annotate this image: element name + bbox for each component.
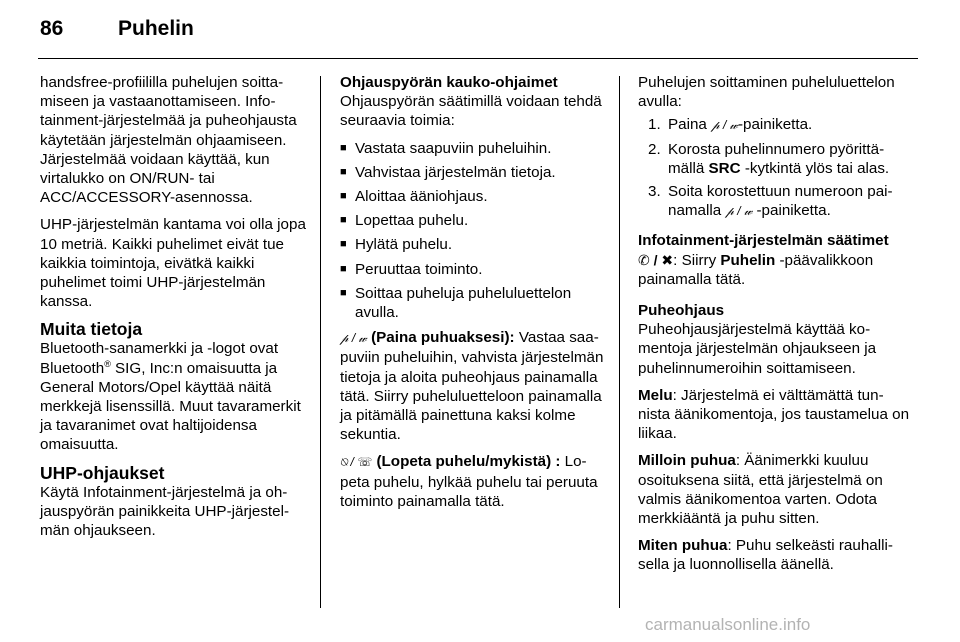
paragraph-steering-intro: Ohjauspyörän säätimillä voidaan tehdä seuraavia toimia: bbox=[340, 93, 602, 130]
list-item: ■ Lopettaa puhelu. bbox=[340, 211, 608, 230]
list-item: ■ Soittaa puheluja puheluluettelon avulla. bbox=[340, 284, 608, 322]
heading-uhp-ohjaukset: UHP-ohjaukset bbox=[40, 462, 165, 483]
list-item: ■ Vahvistaa järjestelmän tietoja. bbox=[340, 163, 608, 182]
paragraph-end-call: ⍉ / ☏ (Lopeta puhelu/mykistä) : Lopeta puhelu, hylkää puhelu tai peruuta toiminto painamalla tätä. bbox=[340, 453, 598, 510]
column-2 bbox=[340, 73, 608, 519]
paragraph-miten-puhua: Miten puhua: Puhu selkeästi rauhallisella ja luonnollisella äänellä. bbox=[638, 537, 893, 574]
heading-muita-tietoja: Muita tietoja bbox=[40, 319, 143, 340]
column-3 bbox=[638, 73, 910, 583]
push-to-talk-icon: 𝓅 / 𝓌 bbox=[725, 204, 753, 219]
list-item: ■ Peruuttaa toiminto. bbox=[340, 260, 608, 279]
page-header bbox=[0, 0, 960, 58]
paragraph-uhp-controls: Käytä Infotainment-järjestelmä ja ohjauspyörän painikkeita UHP-järjestelmän ohjaukseen. bbox=[40, 483, 290, 540]
paragraph-phone-button: ✆ / ✖: Siirry Puhelin -päävalikkoon painamalla tätä. bbox=[638, 251, 874, 288]
list-item: ■ Vastata saapuviin puheluihin. bbox=[340, 139, 608, 158]
numbered-steps bbox=[638, 115, 910, 221]
column-divider-2 bbox=[619, 76, 620, 608]
page-title: Puhelin bbox=[118, 17, 194, 40]
paragraph-bluetooth: Bluetooth-sanamerkki ja -logot ovat Bluetooth® SIG, Inc:n omaisuutta ja General Motors/Opel käyttää näitä merkkejä lisenssillä. Muut tavaramerkit ja tavaranimet ovat haltijoidensa omaisuutta. bbox=[40, 340, 301, 454]
step-item: 3. Soita korostettuun numeroon painamalla 𝓅 / 𝓌 -painiketta. bbox=[638, 182, 910, 221]
paragraph-milloin-puhua: Milloin puhua: Äänimerkki kuuluu osoituksena siitä, että järjestelmä on valmis äänikomentoa varten. Odota merkkiääntä ja puhu sitten. bbox=[638, 452, 883, 528]
paragraph-range: UHP-järjestelmän kantama voi olla jopa 10 metriä. Kaikki puhelimet eivät tue kaikkia toimintoja, eivätkä kaikki puhelimet toimi UHP-järjestelmän kanssa. bbox=[40, 216, 306, 311]
paragraph-call-list: Puhelujen soittaminen puheluluettelon avulla: bbox=[638, 74, 895, 111]
phone-mute-icon: ✆ / ✖ bbox=[638, 251, 674, 268]
column-1 bbox=[40, 73, 310, 548]
paragraph-melu: Melu: Järjestelmä ei välttämättä tunnista äänikomentoja, jos taustamelua on liikaa. bbox=[638, 386, 910, 443]
bullet-list bbox=[340, 139, 608, 323]
registered-mark: ® bbox=[104, 358, 111, 369]
step-item: 2. Korosta puhelinnumero pyörittämällä SRC -kytkintä ylös tai alas. bbox=[648, 140, 890, 177]
step-item: 1. Paina 𝓅 / 𝓌-painiketta. bbox=[638, 115, 910, 135]
push-to-talk-icon: 𝓅 / 𝓌 bbox=[340, 331, 367, 346]
paragraph-voice-control: Puheohjausjärjestelmä käyttää komentoja järjestelmän ohjaukseen ja puhelinnumeroihin soittamiseen. bbox=[638, 321, 877, 377]
paragraph-push-to-talk: 𝓅 / 𝓌 (Paina puhuaksesi): Vastaa saapuviin puheluihin, vahvista järjestelmän tietoja ja aloita puheohjaus painamalla tätä. Siirry puheluluetteloon painamalla ja pitämällä painettuna kaksi kolme sekuntia. bbox=[340, 329, 604, 444]
push-to-talk-icon: 𝓅 / 𝓌 bbox=[711, 118, 738, 133]
heading-ohjauspyora: Ohjauspyörän kauko-ohjaimet bbox=[340, 74, 558, 91]
header-rule bbox=[38, 58, 918, 59]
watermark: carmanualsonline.info bbox=[645, 615, 811, 634]
page-number: 86 bbox=[40, 17, 64, 40]
heading-infotainment-controls: Infotainment-järjestelmän säätimet bbox=[638, 232, 889, 250]
heading-puheohjaus: Puheohjaus bbox=[638, 302, 725, 320]
end-call-icon: ⍉ / ☏ bbox=[340, 455, 373, 470]
list-item: ■ Aloittaa ääniohjaus. bbox=[340, 187, 608, 206]
list-item: ■ Hylätä puhelu. bbox=[340, 235, 608, 254]
paragraph-handsfree: handsfree-profiililla puhelujen soittamiseen ja vastaanottamiseen. Infotainment-järjestelmää ja puheohjausta käytetään järjestelmän ohjaamiseen. Järjestelmää voidaan käyttää, kun virtalukko on ON/RUN- tai ACC/ACCESSORY-asennossa. bbox=[40, 74, 297, 207]
column-divider-1 bbox=[320, 76, 321, 608]
